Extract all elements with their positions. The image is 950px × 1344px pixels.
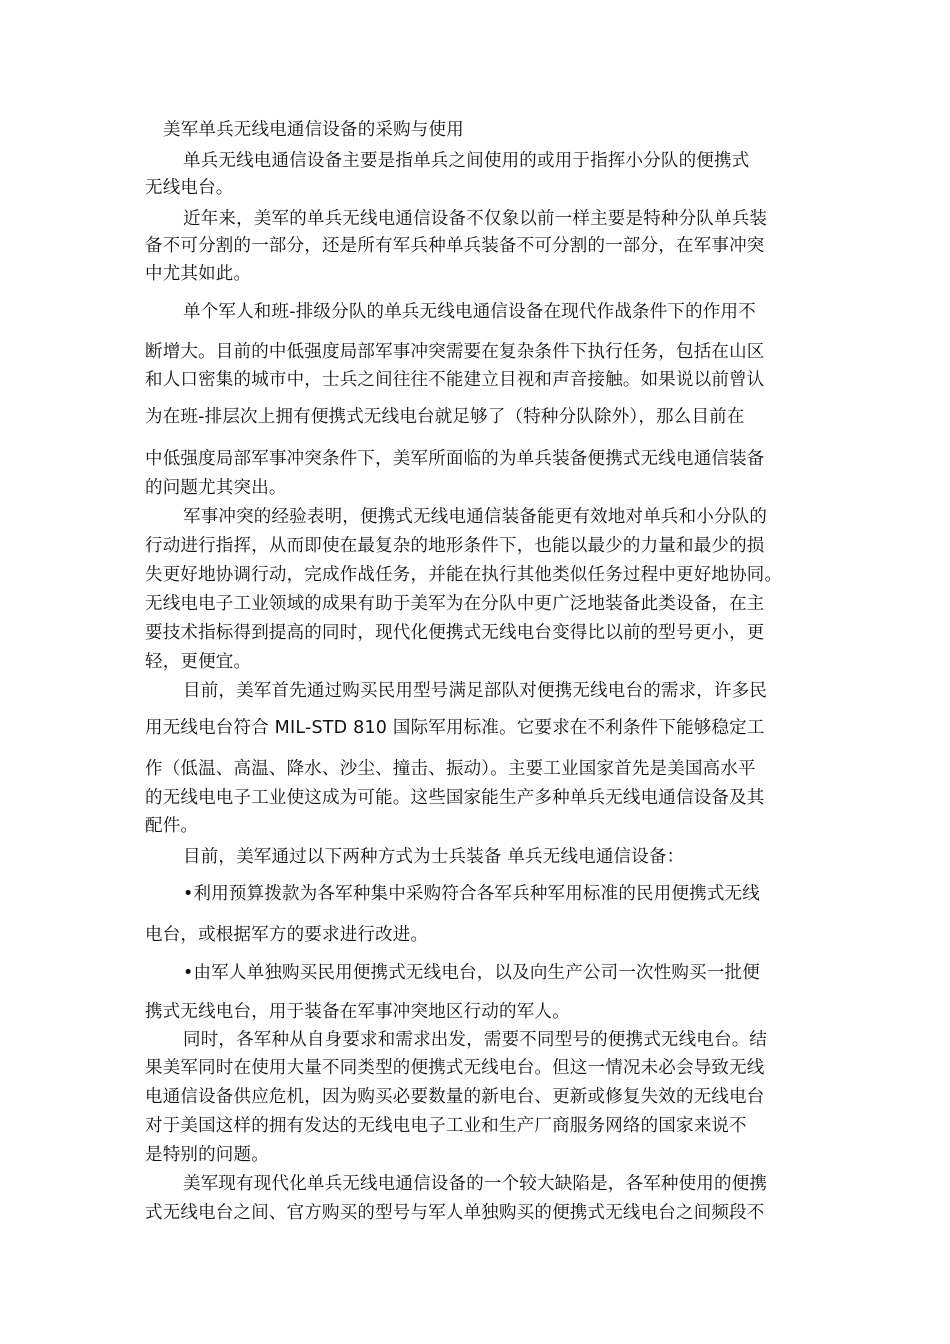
paragraph-line: 电台，或根据军方的要求进行改进。 [145, 925, 429, 945]
paragraph-line: 携式无线电台，用于装备在军事冲突地区行动的军人。 [145, 1002, 570, 1022]
paragraph-line: 对于美国这样的拥有发达的无线电电子工业和生产厂商服务网络的国家来说不 [145, 1116, 747, 1136]
paragraph-line: 单个军人和班-排级分队的单兵无线电通信设备在现代作战条件下的作用不 [183, 302, 756, 322]
paragraph-line: 中低强度局部军事冲突条件下，美军所面临的为单兵装备便携式无线电通信装备 [145, 449, 765, 469]
paragraph-line: 失更好地协调行动，完成作战任务，并能在执行其他类似任务过程中更好地协同。 [145, 565, 783, 585]
paragraph-line: 备不可分割的一部分，还是所有军兵种单兵装备不可分割的一部分，在军事冲突 [145, 236, 765, 256]
paragraph-line: 作（低温、高温、降水、沙尘、撞击、振动）。主要工业国家首先是美国高水平 [145, 759, 756, 779]
paragraph-line: 电通信设备供应危机，因为购买必要数量的新电台、更新或修复失效的无线电台 [145, 1087, 765, 1107]
paragraph-line: 无线电电子工业领域的成果有助于美军为在分队中更广泛地装备此类设备，在主 [145, 594, 765, 614]
paragraph-line: 是特别的问题。 [145, 1145, 269, 1165]
paragraph-line: 配件。 [145, 816, 199, 836]
list-item: •利用预算拨款为各军种集中采购符合各军兵种军用标准的民用便携式无线 [183, 884, 760, 904]
paragraph-line: 单兵无线电通信设备主要是指单兵之间使用的或用于指挥小分队的便携式 [183, 151, 750, 171]
paragraph-line: 用无线电台符合 MIL-STD 810 国际军用标准。它要求在不利条件下能够稳定工 [145, 718, 765, 738]
paragraph-line: 要技术指标得到提高的同时，现代化便携式无线电台变得比以前的型号更小，更 [145, 623, 765, 643]
paragraph-line: 军事冲突的经验表明，便携式无线电通信装备能更有效地对单兵和小分队的 [183, 507, 768, 527]
paragraph-line: 为在班-排层次上拥有便携式无线电台就足够了（特种分队除外），那么目前在 [145, 407, 745, 427]
paragraph-line: 近年来，美军的单兵无线电通信设备不仅象以前一样主要是特种分队单兵装 [183, 209, 768, 229]
paragraph-line: 断增大。目前的中低强度局部军事冲突需要在复杂条件下执行任务，包括在山区 [145, 342, 765, 362]
paragraph-line: 行动进行指挥，从而即使在最复杂的地形条件下，也能以最少的力量和最少的损 [145, 536, 765, 556]
paragraph-line: 目前，美军首先通过购买民用型号满足部队对便携无线电台的需求，许多民 [183, 681, 768, 701]
paragraph-line: 的问题尤其突出。 [145, 478, 287, 498]
paragraph-line: 的无线电电子工业使这成为可能。这些国家能生产多种单兵无线电通信设备及其 [145, 788, 765, 808]
paragraph-line: 和人口密集的城市中，士兵之间往往不能建立目视和声音接触。如果说以前曾认 [145, 370, 765, 390]
paragraph-line: 果美军同时在使用大量不同类型的便携式无线电台。但这一情况未必会导致无线 [145, 1058, 765, 1078]
paragraph-line: 美军现有现代化单兵无线电通信设备的一个较大缺陷是，各军种使用的便携 [183, 1174, 768, 1194]
list-item: •由军人单独购买民用便携式无线电台，以及向生产公司一次性购买一批便 [183, 963, 760, 983]
paragraph-line: 无线电台。 [145, 178, 234, 198]
paragraph-line: 同时，各军种从自身要求和需求出发，需要不同型号的便携式无线电台。结 [183, 1030, 768, 1050]
paragraph-line: 目前，美军通过以下两种方式为士兵装备 单兵无线电通信设备： [183, 847, 685, 867]
paragraph-line: 中尤其如此。 [145, 264, 252, 284]
document-title: 美军单兵无线电通信设备的采购与使用 [163, 120, 464, 140]
paragraph-line: 轻，更便宜。 [145, 652, 252, 672]
paragraph-line: 式无线电台之间、官方购买的型号与军人单独购买的便携式无线电台之间频段不 [145, 1203, 765, 1223]
